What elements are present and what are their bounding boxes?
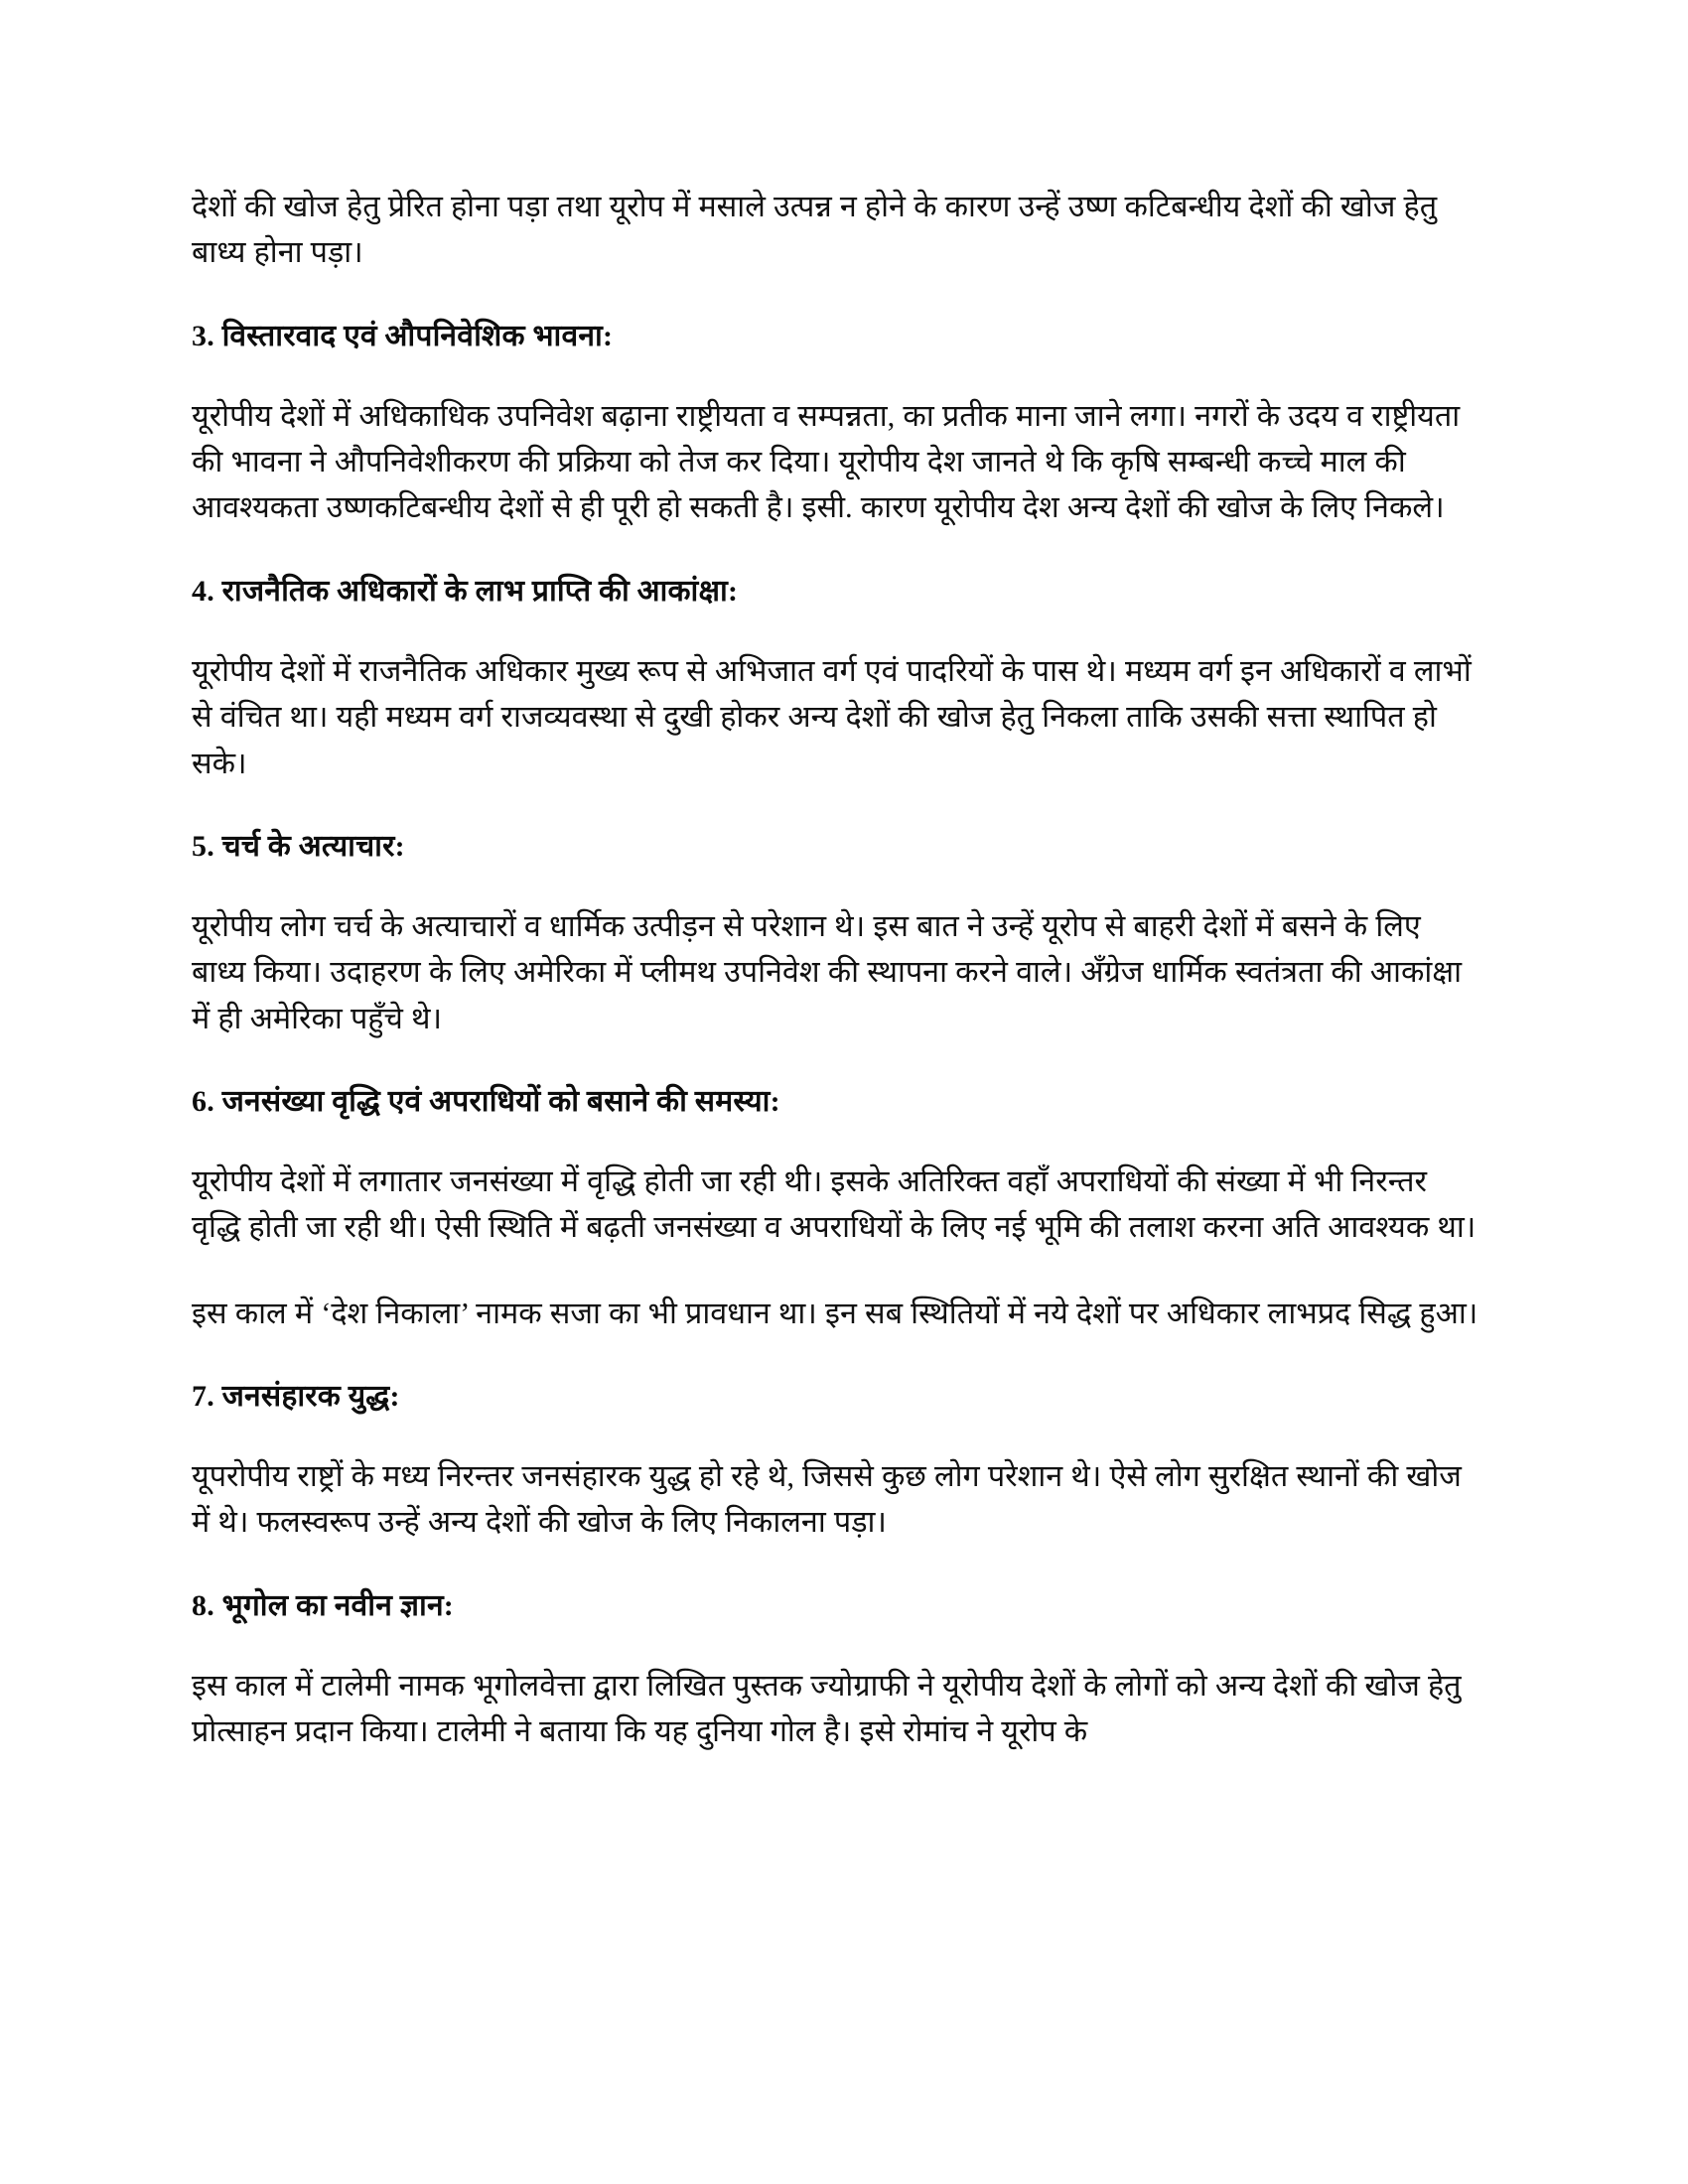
paragraph-8-body: इस काल में टालेमी नामक भूगोलवेत्ता द्वारा लिखित पुस्तक ज्योग्राफी ने यूरोपीय देशों के लोगों को अन्य देशों की खोज हेतु प्रोत्साहन प्रदान किया। टालेमी ने बताया कि यह दुनिया गोल है। इसे रोमांच ने यूरोप के xyxy=(192,1668,1462,1749)
paragraph-4-body: यूरोपीय देशों में राजनैतिक अधिकार मुख्य रूप से अभिजात वर्ग एवं पादरियों के पास थे। मध्यम वर्ग इन अधिकारों व लाभों से वंचित था। यही मध्यम वर्ग राजव्यवस्था से दुखी होकर अन्य देशों की खोज हेतु निकला ताकि उसकी सत्ता स्थापित हो सके। xyxy=(192,653,1472,780)
heading-5-church-atyachar: 5. चर्च के अत्याचार: xyxy=(192,829,405,863)
heading-6-jansankhya-vriddhi: 6. जनसंख्या वृद्धि एवं अपराधियों को बसाने की समस्या: xyxy=(192,1084,780,1118)
paragraph-6-body-second: इस काल में ‘देश निकाला’ नामक सजा का भी प्रावधान था। इन सब स्थितियों में नये देशों पर अधिकार लाभप्रद सिद्ध हुआ। xyxy=(192,1296,1478,1330)
heading-7-jansanharak-yuddh: 7. जनसंहारक युद्ध: xyxy=(192,1380,400,1414)
paragraph-3-body: यूरोपीय देशों में अधिकाधिक उपनिवेश बढ़ाना राष्ट्रीयता व सम्पन्नता, का प्रतीक माना जाने लगा। नगरों के उदय व राष्ट्रीयता की भावना ने औपनिवेशीकरण की प्रक्रिया को तेज कर दिया। यूरोपीय देश जानते थे कि कृषि सम्बन्धी कच्चे माल की आवश्यकता उष्णकटिबन्धीय देशों से ही पूरी हो सकती है। इसी. कारण यूरोपीय देश अन्य देशों की खोज के लिए निकले। xyxy=(192,398,1461,525)
paragraph-7-body: यूपरोपीय राष्ट्रों के मध्य निरन्तर जनसंहारक युद्ध हो रहे थे, जिससे कुछ लोग परेशान थे। ऐसे लोग सुरक्षित स्थानों की खोज में थे। फलस्वरूप उन्हें अन्य देशों की खोज के लिए निकालना पड़ा। xyxy=(192,1459,1462,1540)
heading-4-rajnaitik-adhikar: 4. राजनैतिक अधिकारों के लाभ प्राप्ति की आकांक्षा: xyxy=(192,574,739,608)
paragraph-intro-continued: देशों की खोज हेतु प्रेरित होना पड़ा तथा यूरोप में मसाले उत्पन्न न होने के कारण उन्हें उष्ण कटिबन्धीय देशों की खोज हेतु बाध्य होना पड़ा। xyxy=(192,190,1438,270)
paragraph-5-body: यूरोपीय लोग चर्च के अत्याचारों व धार्मिक उत्पीड़न से परेशान थे। इस बात ने उन्हें यूरोप से बाहरी देशों में बसने के लिए बाध्य किया। उदाहरण के लिए अमेरिका में प्लीमथ उपनिवेश की स्थापना करने वाले। अँग्रेज धार्मिक स्वतंत्रता की आकांक्षा में ही अमेरिका पहुँचे थे। xyxy=(192,908,1463,1035)
paragraph-6-body: यूरोपीय देशों में लगातार जनसंख्या में वृद्धि होती जा रही थी। इसके अतिरिक्त वहाँ अपराधियों की संख्या में भी निरन्तर वृद्धि होती जा रही थी। ऐसी स्थिति में बढ़ती जनसंख्या व अपराधियों के लिए नई भूमि की तलाश करना अति आवश्यक था। xyxy=(192,1163,1477,1245)
document-content xyxy=(192,184,1482,1754)
heading-3-vistarvad: 3. विस्तारवाद एवं औपनिवेशिक भावना: xyxy=(192,319,614,352)
heading-8-bhugol-navin-gyan: 8. भूगोल का नवीन ज्ञान: xyxy=(192,1588,454,1622)
